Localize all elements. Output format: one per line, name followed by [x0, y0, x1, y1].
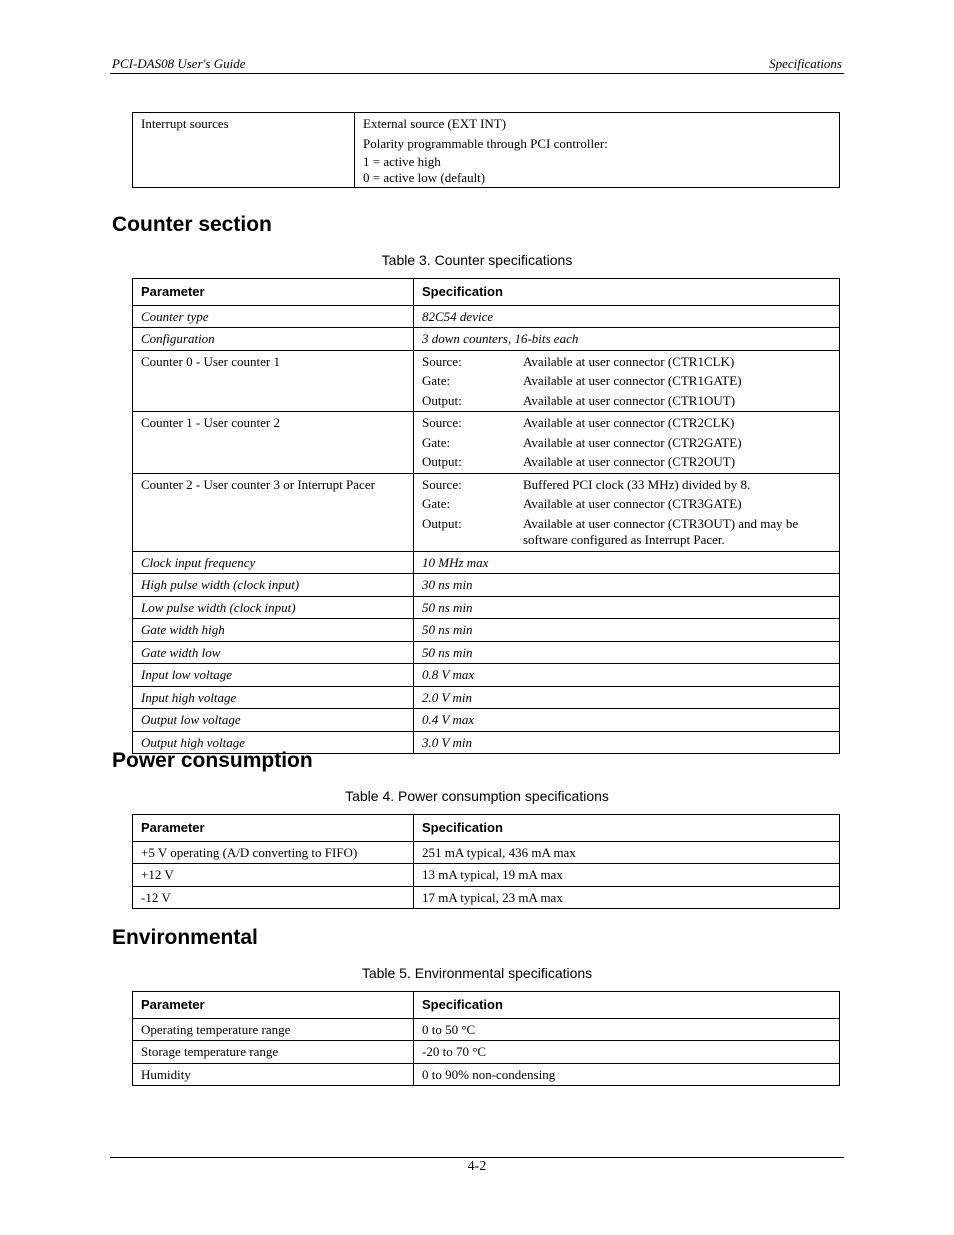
- sub-key: Source:: [422, 353, 462, 369]
- table-header-row: [133, 815, 840, 842]
- spec-cell: 50 ns min: [414, 619, 840, 642]
- interrupt-line: Polarity programmable through PCI controller:: [363, 135, 608, 151]
- spec-cell: 0.4 V max: [414, 709, 840, 732]
- spec-cell: [414, 350, 840, 412]
- table-row: [133, 305, 840, 328]
- interrupt-line: External source (EXT INT): [363, 116, 507, 131]
- table-row: [133, 1063, 840, 1086]
- interrupt-line: 1 = active high: [363, 154, 441, 169]
- table-row: [133, 113, 840, 188]
- power-table-caption: Table 4. Power consumption specifications: [345, 788, 609, 804]
- table-row: [133, 709, 840, 732]
- sub-value: Available at user connector (CTR1CLK): [523, 353, 735, 369]
- interrupt-line: 0 = active low (default): [363, 170, 486, 185]
- sub-value: Available at user connector (CTR1OUT): [523, 392, 736, 408]
- table-row: [133, 664, 840, 687]
- param-cell: Output low voltage: [133, 709, 414, 732]
- table-row: [133, 551, 840, 574]
- spec-cell: 0 to 90% non-condensing: [414, 1063, 840, 1086]
- param-cell: Input low voltage: [133, 664, 414, 687]
- column-header-parameter: Parameter: [133, 279, 414, 306]
- environmental-table: [132, 991, 840, 1086]
- param-cell: Gate width low: [133, 641, 414, 664]
- table-header-row: [133, 279, 840, 306]
- power-table: [132, 814, 840, 909]
- interrupt-table: [132, 112, 840, 188]
- param-cell: -12 V: [133, 886, 414, 909]
- sub-key: Output:: [422, 515, 462, 531]
- sub-key: Source:: [422, 476, 462, 492]
- spec-cell: 3 down counters, 16-bits each: [414, 328, 840, 351]
- param-cell: Storage temperature range: [133, 1041, 414, 1064]
- column-header-parameter: Parameter: [133, 815, 414, 842]
- spec-cell: 17 mA typical, 23 mA max: [414, 886, 840, 909]
- param-cell: Output high voltage: [133, 731, 414, 754]
- param-cell: High pulse width (clock input): [133, 574, 414, 597]
- table-row: [133, 1018, 840, 1041]
- spec-cell: 0.8 V max: [414, 664, 840, 687]
- running-header-title: PCI-DAS08 User's Guide: [112, 56, 246, 71]
- sub-key: Gate:: [422, 373, 451, 388]
- param-cell: +12 V: [133, 864, 414, 887]
- table-row: [133, 473, 840, 551]
- param-cell: Configuration: [133, 328, 414, 351]
- spec-cell: [414, 473, 840, 551]
- table-row: [133, 328, 840, 351]
- page-number: 4-2: [467, 1159, 487, 1174]
- spec-cell: 30 ns min: [414, 574, 840, 597]
- sub-value: Available at user connector (CTR2OUT): [523, 454, 736, 469]
- table-row: [133, 886, 840, 909]
- param-cell: Input high voltage: [133, 686, 414, 709]
- param-cell: Gate width high: [133, 619, 414, 642]
- interrupt-label: Interrupt sources: [133, 113, 355, 188]
- table-row: [133, 641, 840, 664]
- spec-cell: [414, 412, 840, 474]
- table-row: [133, 574, 840, 597]
- table-row: [133, 412, 840, 474]
- sub-key: Output:: [422, 454, 462, 469]
- footer-rule: [110, 1157, 844, 1158]
- param-cell: Clock input frequency: [133, 551, 414, 574]
- table-row: [133, 350, 840, 412]
- column-header-specification: Specification: [414, 992, 840, 1019]
- spec-cell: 13 mA typical, 19 mA max: [414, 864, 840, 887]
- sub-value: Available at user connector (CTR2GATE): [523, 434, 742, 450]
- param-cell: Counter 1 - User counter 2: [133, 412, 414, 474]
- column-header-parameter: Parameter: [133, 992, 414, 1019]
- param-cell: Counter 2 - User counter 3 or Interrupt Pacer: [133, 473, 414, 551]
- environmental-table-caption: Table 5. Environmental specifications: [361, 965, 593, 981]
- table-row: [133, 596, 840, 619]
- sub-value: Available at user connector (CTR3GATE): [523, 496, 742, 511]
- spec-cell: 10 MHz max: [414, 551, 840, 574]
- spec-cell: 3.0 V min: [414, 731, 840, 754]
- running-header-section: Specifications: [769, 56, 842, 71]
- sub-value: Available at user connector (CTR1GATE): [523, 373, 742, 388]
- spec-cell: 251 mA typical, 436 mA max: [414, 841, 840, 864]
- table-row: [133, 686, 840, 709]
- counter-table: [132, 278, 840, 754]
- param-cell: +5 V operating (A/D converting to FIFO): [133, 841, 414, 864]
- param-cell: Counter 0 - User counter 1: [133, 350, 414, 412]
- param-cell: Operating temperature range: [133, 1018, 414, 1041]
- param-cell: Counter type: [133, 305, 414, 328]
- power-section-heading: Power consumption: [112, 749, 313, 772]
- spec-cell: 50 ns min: [414, 641, 840, 664]
- sub-value: Available at user connector (CTR3OUT) and may be software configured as Interrupt Pacer.: [523, 515, 799, 547]
- table-row: [133, 619, 840, 642]
- sub-value: Available at user connector (CTR2CLK): [523, 415, 735, 430]
- counter-section-heading: Counter section: [112, 213, 272, 236]
- sub-key: Source:: [422, 415, 462, 430]
- environmental-section-heading: Environmental: [112, 926, 258, 949]
- spec-cell: -20 to 70 °C: [414, 1041, 840, 1064]
- param-cell: Humidity: [133, 1063, 414, 1086]
- table-row: [133, 864, 840, 887]
- spec-cell: 2.0 V min: [414, 686, 840, 709]
- counter-table-caption: Table 3. Counter specifications: [381, 252, 573, 268]
- interrupt-spec: [355, 113, 840, 188]
- spec-cell: 82C54 device: [414, 305, 840, 328]
- spec-cell: 50 ns min: [414, 596, 840, 619]
- sub-value: Buffered PCI clock (33 MHz) divided by 8.: [523, 476, 751, 492]
- table-row: [133, 1041, 840, 1064]
- header-rule: [110, 73, 844, 74]
- sub-key: Gate:: [422, 496, 451, 511]
- param-cell: Low pulse width (clock input): [133, 596, 414, 619]
- sub-key: Gate:: [422, 434, 451, 450]
- column-header-specification: Specification: [414, 815, 840, 842]
- table-header-row: [133, 992, 840, 1019]
- column-header-specification: Specification: [414, 279, 840, 306]
- spec-cell: 0 to 50 °C: [414, 1018, 840, 1041]
- sub-key: Output:: [422, 392, 462, 408]
- table-row: [133, 841, 840, 864]
